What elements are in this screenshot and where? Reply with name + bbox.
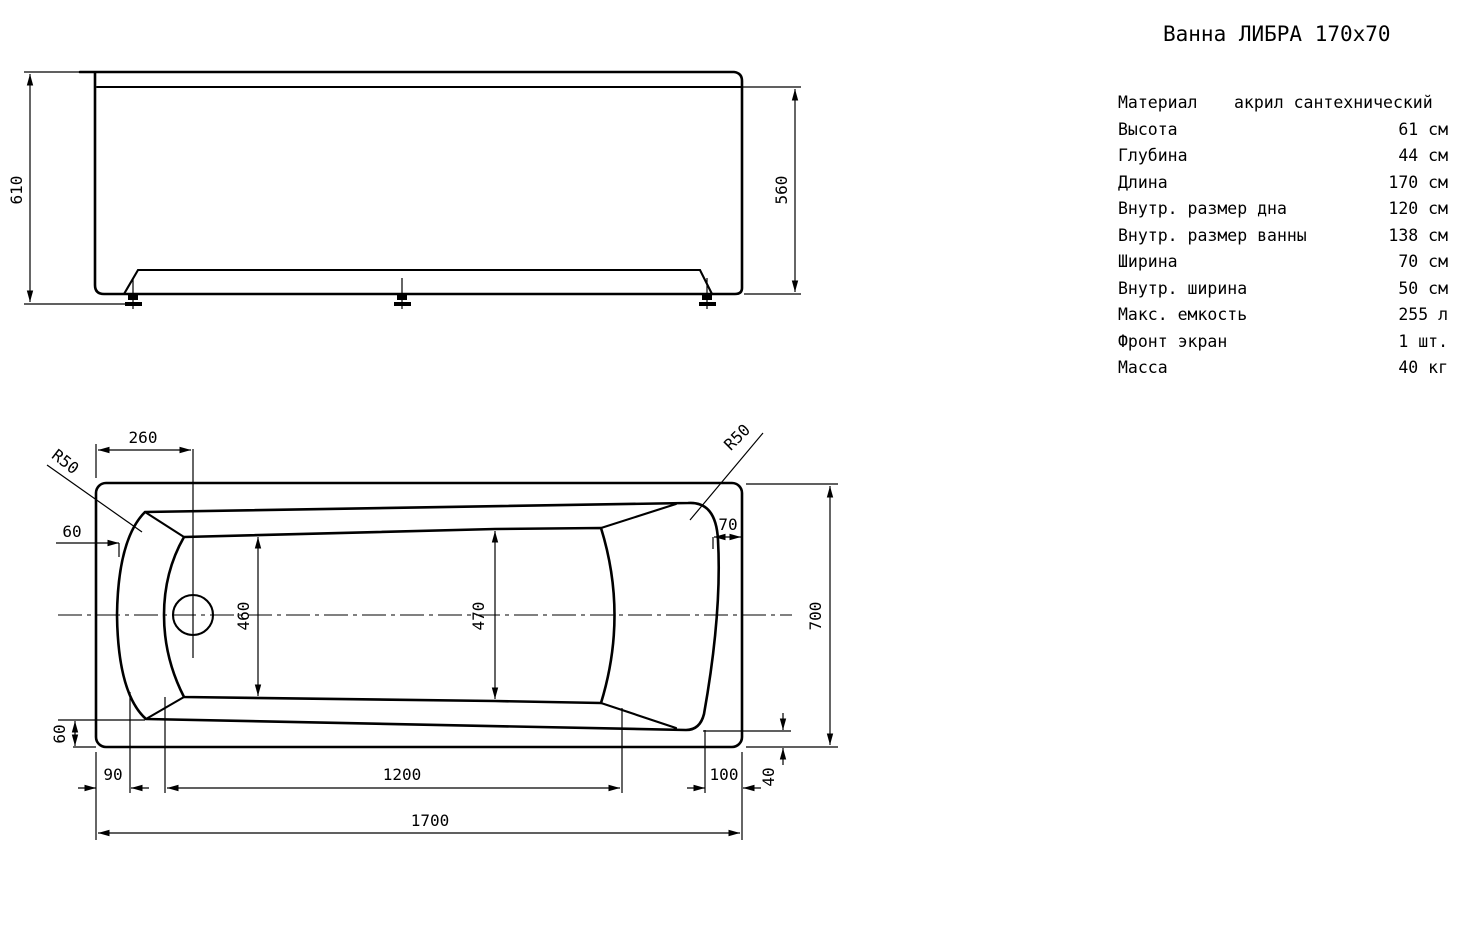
dim-700-label: 700 (806, 601, 825, 631)
dim-60-bottom-label: 60 (50, 724, 69, 744)
dim-560-label: 560 (772, 175, 791, 205)
spec-value: 1 шт. (1398, 331, 1448, 351)
dim-610 (7, 72, 140, 304)
spec-row (1118, 90, 1448, 117)
spec-label: Макс. емкость (1118, 305, 1248, 324)
dim-90-label: 90 (103, 765, 123, 784)
spec-value: 40 кг (1398, 358, 1448, 377)
spec-row (1118, 329, 1448, 356)
spec-row (1118, 355, 1448, 382)
spec-value: 138 см (1388, 225, 1448, 245)
spec-label: Масса (1118, 358, 1168, 377)
spec-value: 70 см (1398, 252, 1448, 271)
spec-value: 61 см (1398, 119, 1448, 139)
spec-label: Высота (1118, 119, 1178, 139)
dim-90 (78, 692, 149, 840)
spec-value: 255 л (1398, 305, 1448, 324)
dim-560 (744, 89, 801, 294)
dim-100-label: 100 (709, 765, 739, 784)
dim-70-label: 70 (718, 515, 738, 534)
spec-label: Фронт экран (1118, 331, 1228, 351)
spec-label: Длина (1118, 172, 1168, 192)
dim-260 (96, 428, 191, 478)
spec-label: Материал (1118, 93, 1198, 112)
dim-1200 (165, 697, 622, 793)
radius-right-label: R50 (720, 420, 755, 455)
dim-1200-label: 1200 (382, 765, 422, 784)
spec-row (1118, 223, 1448, 250)
spec-table (1118, 90, 1448, 382)
top-view (47, 420, 838, 840)
radius-left-label: R50 (48, 445, 83, 479)
dim-460 (234, 537, 258, 696)
spec-label: Внутр. размер ванны (1118, 225, 1307, 245)
radius-callout-left (47, 445, 142, 532)
spec-value: 170 см (1388, 172, 1448, 192)
spec-value: 50 см (1398, 278, 1448, 298)
spec-label: Ширина (1118, 252, 1178, 271)
spec-row (1118, 249, 1448, 276)
spec-row (1118, 143, 1448, 170)
dim-60-left (56, 522, 119, 557)
spec-row (1118, 276, 1448, 303)
dim-40-label: 40 (759, 767, 778, 787)
front-body-outline (80, 72, 742, 294)
spec-value: 44 см (1398, 146, 1448, 165)
dim-460-label: 460 (234, 601, 253, 631)
page-title: Ванна ЛИБРА 170x70 (1163, 22, 1391, 46)
dim-260-label: 260 (128, 428, 158, 447)
spec-row (1118, 196, 1448, 223)
dim-610-label: 610 (7, 175, 26, 205)
spec-row (1118, 170, 1448, 197)
spec-label: Глубина (1118, 146, 1188, 165)
spec-value: акрил сантехнический (1234, 93, 1433, 112)
spec-row (1118, 117, 1448, 144)
front-base-recess (124, 270, 712, 294)
front-view (7, 72, 801, 309)
dim-60-left-label: 60 (62, 522, 82, 541)
spec-label: Внутр. размер дна (1118, 199, 1287, 218)
spec-label: Внутр. ширина (1118, 278, 1248, 298)
spec-value: 120 см (1388, 199, 1448, 218)
dim-1700 (98, 811, 740, 833)
dim-1700-label: 1700 (410, 811, 450, 830)
dim-470-label: 470 (469, 601, 488, 631)
spec-row (1118, 302, 1448, 329)
top-corner-seams (145, 504, 676, 728)
